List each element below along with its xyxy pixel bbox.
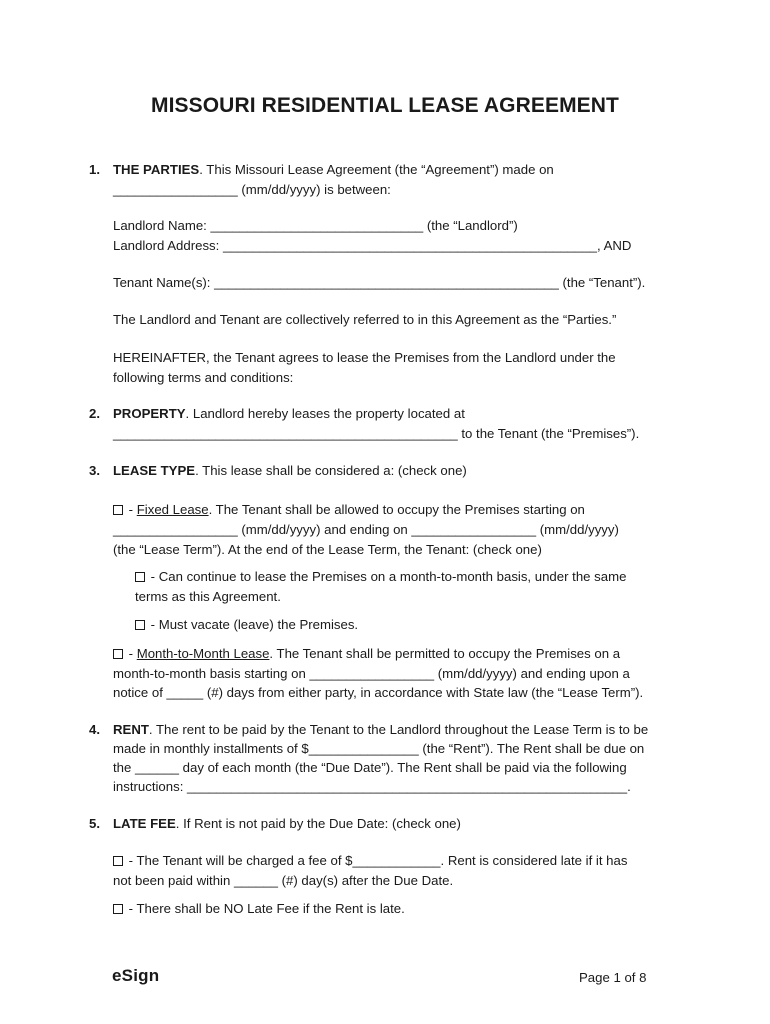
landlord-address-field[interactable]: Landlord Address: ___________________________________________________, AND (113, 238, 632, 253)
fixed-lease-label: Fixed Lease (136, 502, 209, 517)
section-number: 4. (89, 722, 100, 737)
month-to-month-start-field[interactable]: month-to-month basis starting on _________________ (mm/dd/yyyy) and ending upon a (113, 666, 630, 681)
rent-instructions-field[interactable]: instructions: ____________________________________________________________. (113, 779, 631, 794)
section-number: 3. (89, 463, 100, 478)
fixed-lease-option: - Fixed Lease. The Tenant shall be allowed to occupy the Premises starting on (113, 502, 585, 518)
landlord-name-field[interactable]: Landlord Name: _____________________________ (the “Landlord”) (113, 218, 518, 233)
property-line-1: PROPERTY. Landlord hereby leases the property located at (113, 406, 465, 421)
parties-date-line[interactable]: _________________ (mm/dd/yyyy) is between: (113, 182, 391, 197)
vacate-checkbox[interactable] (135, 620, 145, 630)
continue-option: - Can continue to lease the Premises on a month-to-month basis, under the same (135, 569, 626, 585)
rent-due-day-field[interactable]: the ______ day of each month (the “Due Date”). The Rent shall be paid via the following (113, 760, 627, 775)
late-fee-line-1: LATE FEE. If Rent is not paid by the Due Date: (check one) (113, 816, 461, 831)
late-fee-charge-checkbox[interactable] (113, 856, 123, 866)
no-late-fee-checkbox[interactable] (113, 904, 123, 914)
rent-line-1: RENT. The rent to be paid by the Tenant to the Landlord throughout the Lease Term is to be (113, 722, 649, 737)
fixed-lease-term-text: (the “Lease Term”). At the end of the Lease Term, the Tenant: (check one) (113, 542, 542, 557)
section-heading-property: PROPERTY (113, 406, 186, 421)
continue-option-text-2: terms as this Agreement. (135, 589, 281, 604)
section-heading-late-fee: LATE FEE (113, 816, 176, 831)
property-address-field[interactable]: _______________________________________________ to the Tenant (the “Premises”). (113, 426, 640, 441)
section-heading-parties: THE PARTIES (113, 162, 200, 177)
hereinafter-text-1: HEREINAFTER, the Tenant agrees to lease the Premises from the Landlord under the (113, 350, 616, 365)
tenant-names-field[interactable]: Tenant Name(s): _______________________________________________ (the “Tenant”). (113, 275, 646, 290)
month-to-month-label: Month-to-Month Lease (136, 646, 270, 661)
document-title: MISSOURI RESIDENTIAL LEASE AGREEMENT (151, 94, 619, 117)
page-number: Page 1 of 8 (579, 970, 647, 985)
section-number: 2. (89, 406, 100, 421)
fixed-lease-dates-field[interactable]: _________________ (mm/dd/yyyy) and ending on _________________ (mm/dd/yyyy) (113, 522, 619, 537)
month-to-month-notice-field[interactable]: notice of _____ (#) days from either party, in accordance with State law (the “Lease Term”). (113, 685, 644, 700)
month-to-month-option: - Month-to-Month Lease. The Tenant shall be permitted to occupy the Premises on a (113, 646, 620, 662)
late-fee-charge-option: - The Tenant will be charged a fee of $____________. Rent is considered late if it has (113, 853, 627, 869)
section-number: 5. (89, 816, 100, 831)
vacate-option: - Must vacate (leave) the Premises. (135, 617, 358, 633)
continue-checkbox[interactable] (135, 572, 145, 582)
section-number: 1. (89, 162, 100, 177)
rent-amount-field[interactable]: made in monthly installments of $_______________ (the “Rent”). The Rent shall be due on (113, 741, 645, 756)
parties-line-1: THE PARTIES. This Missouri Lease Agreement (the “Agreement”) made on (113, 162, 554, 177)
fixed-lease-checkbox[interactable] (113, 505, 123, 515)
section-heading-lease-type: LEASE TYPE (113, 463, 196, 478)
esign-logo: eSign (112, 966, 160, 985)
month-to-month-checkbox[interactable] (113, 649, 123, 659)
late-fee-days-field[interactable]: not been paid within ______ (#) day(s) after the Due Date. (113, 873, 454, 888)
hereinafter-text-2: following terms and conditions: (113, 370, 294, 385)
parties-collective-text: The Landlord and Tenant are collectively referred to in this Agreement as the “Parties.” (113, 312, 617, 327)
section-heading-rent: RENT (113, 722, 149, 737)
lease-type-line-1: LEASE TYPE. This lease shall be considered a: (check one) (113, 463, 467, 478)
no-late-fee-option: - There shall be NO Late Fee if the Rent is late. (113, 901, 405, 917)
